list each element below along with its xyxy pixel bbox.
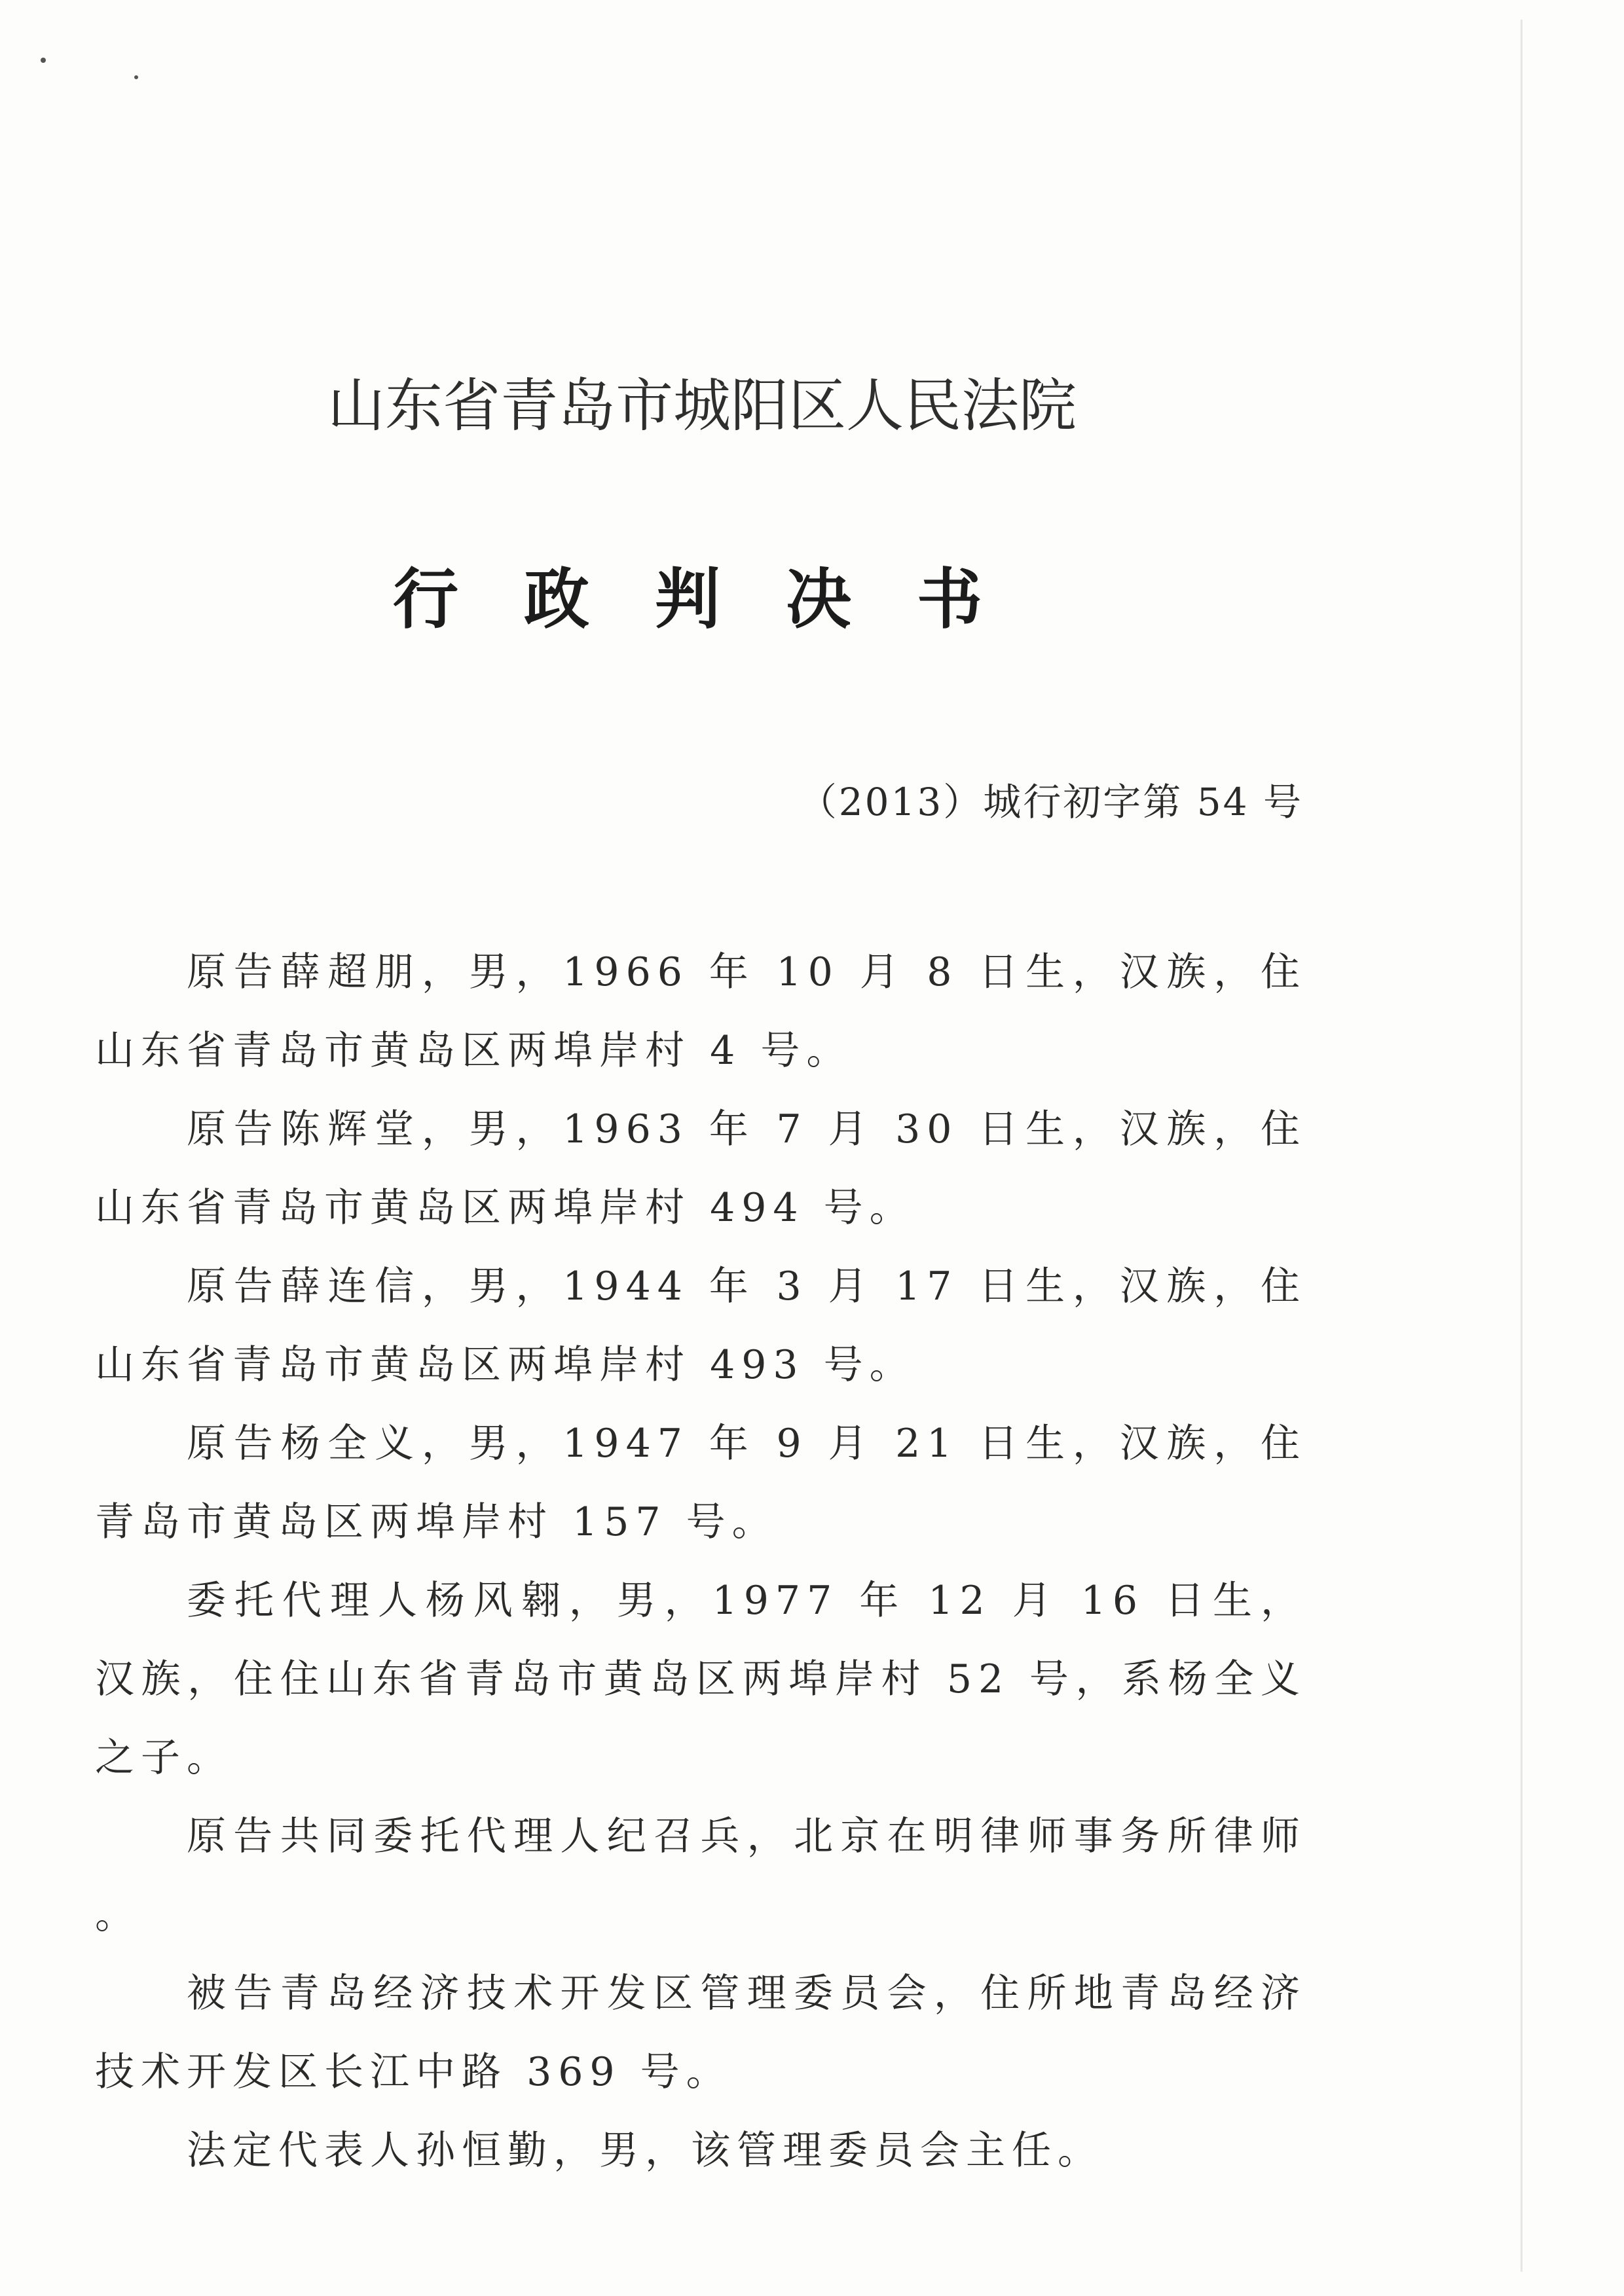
document-body bbox=[95, 933, 1306, 2190]
paragraph-plaintiff-1: 原告薛超朋，男，1966 年 10 月 8 日生，汉族，住山东省青岛市黄岛区两埠岸村 4 号。 bbox=[95, 949, 1306, 1074]
scan-edge-line bbox=[1521, 20, 1522, 2272]
paragraph-agent: 委托代理人杨风翱，男，1977 年 12 月 16 日生，汉族，住住山东省青岛市黄岛区两埠岸村 52 号，系杨全义之子。 bbox=[95, 1578, 1306, 1781]
document-title: 行政判决书 bbox=[393, 560, 1048, 638]
paragraph-legal-representative: 法定代表人孙恒勤，男，该管理委员会主任。 bbox=[187, 2128, 1103, 2174]
scan-speck bbox=[134, 75, 138, 79]
paragraph-plaintiff-2: 原告陈辉堂，男，1963 年 7 月 30 日生，汉族，住山东省青岛市黄岛区两埠岸村 494 号。 bbox=[95, 1106, 1306, 1231]
case-number: （2013）城行初字第 54 号 bbox=[798, 780, 1303, 824]
scan-speck bbox=[41, 58, 46, 63]
court-name: 山东省青岛市城阳区人民法院 bbox=[327, 372, 1077, 439]
paragraph-joint-agent: 原告共同委托代理人纪召兵，北京在明律师事务所律师。 bbox=[95, 1813, 1306, 1938]
paragraph-defendant: 被告青岛经济技术开发区管理委员会，住所地青岛经济技术开发区长江中路 369 号。 bbox=[95, 1971, 1306, 2095]
paragraph-plaintiff-4: 原告杨全义，男，1947 年 9 月 21 日生，汉族，住青岛市黄岛区两埠岸村 157 号。 bbox=[95, 1421, 1306, 1545]
paragraph-plaintiff-3: 原告薛连信，男，1944 年 3 月 17 日生，汉族，住山东省青岛市黄岛区两埠岸村 493 号。 bbox=[95, 1264, 1306, 1388]
